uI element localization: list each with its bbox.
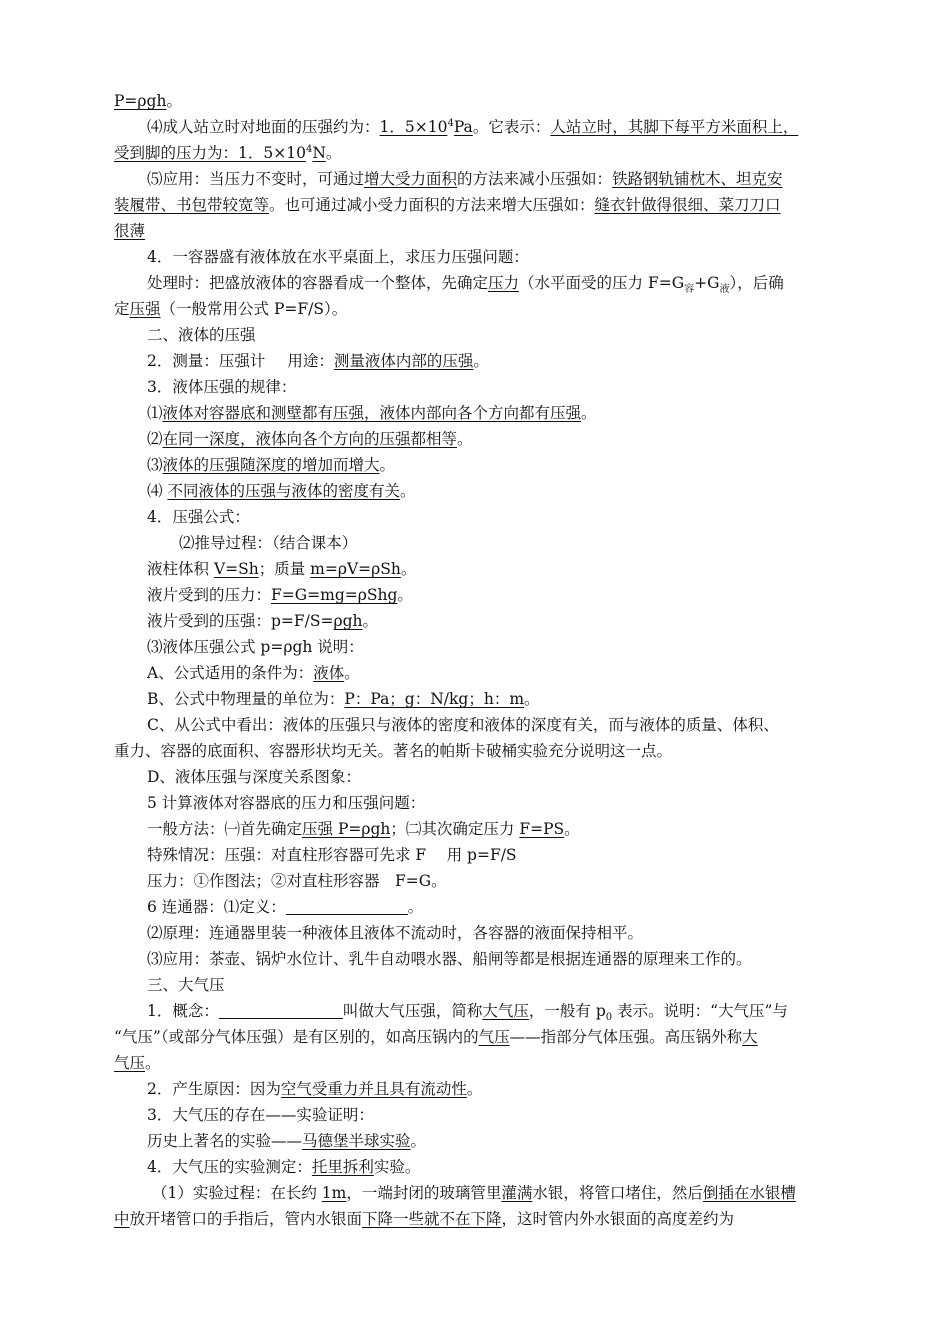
fill-in-blank	[286, 897, 408, 915]
text-line: 2．测量：压强计 用途：测量液体内部的压强。	[147, 352, 489, 370]
text-line: B、公式中物理量的单位为：P：Pa；g：N/kg；h：m。	[147, 690, 540, 708]
text-line: 定压强（一般常用公式 P=F/S）。	[114, 300, 348, 318]
text-line: C、从公式中看出：液体的压强只与液体的密度和液体的深度有关，而与液体的质量、体积、	[147, 716, 779, 734]
text-line: 中放开堵管口的手指后，管内水银面下降一些就不在下降，这时管内外水银面的高度差约为	[114, 1210, 735, 1228]
text-line: 1．概念： 叫做大气压强，简称大气压，一般有 $p_0$ 表示。说明：“大气压”与	[147, 1002, 788, 1024]
section-heading: 二、液体的压强	[147, 326, 256, 344]
text-line: ⑴液体对容器底和测壁都有压强，液体内部向各个方向都有压强。	[147, 404, 597, 422]
text-line: D、液体压强与深度关系图象：	[147, 768, 361, 786]
text-line: 一般方法：㈠首先确定压强 P=ρgh；㈡其次确定压力 F=PS。	[147, 820, 580, 838]
text-line: 气压。	[114, 1054, 161, 1072]
section-heading: 三、大气压	[147, 976, 225, 994]
text-line: 5 计算液体对容器底的压力和压强问题：	[147, 794, 426, 812]
text-line: ⑵在同一深度，液体向各个方向的压强都相等。	[147, 430, 473, 448]
text-line: （1）实验过程：在长约 1m，一端封闭的玻璃管里灌满水银，将管口堵住，然后倒插在水银槽	[152, 1184, 796, 1202]
text-line: 液片受到的压强：p=F/S=ρgh。	[147, 612, 379, 630]
text-line: ⑸应用：当压力不变时，可通过增大受力面积的方法来减小压强如：铁路钢轨铺枕木、坦克安	[147, 170, 783, 188]
text-line: ⑶液体压强公式 p=ρgh 说明：	[147, 638, 364, 656]
text-line: A、公式适用的条件为：液体。	[147, 664, 360, 682]
fill-in-blank	[219, 1001, 343, 1019]
text-line: 3．液体压强的规律：	[147, 378, 297, 396]
text-line: 处理时：把盛放液体的容器看成一个整体，先确定压力（水平面受的压力 $F=G_容+G_液$），后确	[147, 274, 784, 296]
text-line: 液片受到的压力：F=G=mg=ρShg。	[147, 586, 413, 604]
text-line: 特殊情况：压强：对直柱形容器可先求 F 用 p=F/S	[147, 846, 517, 864]
text-line: P=ρgh。	[114, 92, 182, 110]
text-line: “气压”（或部分气体压强）是有区别的，如高压锅内的气压——指部分气体压强。高压锅外称大	[114, 1028, 758, 1046]
document-page	[114, 88, 840, 1232]
text-line: 很薄	[114, 222, 146, 240]
text-line: ⑷成人站立时对地面的压强约为：1．$5\times 10^4Pa$。它表示：人站立时，其脚下每平方米面积上，	[147, 117, 799, 136]
text-line: 3．大气压的存在——实验证明：	[147, 1106, 374, 1124]
text-line: 历史上著名的实验——马德堡半球实验。	[147, 1132, 427, 1150]
text-line: ⑵推导过程：（结合课本）	[179, 534, 358, 552]
text-line: ⑶应用：茶壶、锅炉水位计、乳牛自动喂水器、船闸等都是根据连通器的原理来工作的。	[147, 950, 752, 968]
text-line: 4．压强公式：	[147, 508, 250, 526]
text-line: 受到脚的压力为：1．$5\times 10^4N$。	[114, 143, 342, 162]
text-line: 6 连通器：⑴定义： 。	[147, 898, 424, 916]
text-line: 压力：①作图法；②对直柱形容器 F=G。	[147, 872, 447, 890]
text-line: 4．一容器盛有液体放在水平桌面上，求压力压强问题：	[147, 248, 529, 266]
text-line: ⑷ 不同液体的压强与液体的密度有关。	[147, 482, 416, 500]
text-line: 重力、容器的底面积、容器形状均无关。著名的帕斯卡破桶实验充分说明这一点。	[114, 742, 673, 760]
text-line: ⑶液体的压强随深度的增加而增大。	[147, 456, 396, 474]
text-line: ⑵原理：连通器里装一种液体且液体不流动时，各容器的液面保持相平。	[147, 924, 644, 942]
text-line: 装履带、书包带较宽等。也可通过减小受力面积的方法来增大压强如：缝衣针做得很细、菜刀刀口	[114, 196, 781, 214]
text-line: 2．产生原因：因为空气受重力并且具有流动性。	[147, 1080, 483, 1098]
text-line: 4．大气压的实验测定：托里拆利实验。	[147, 1158, 421, 1176]
text-line: 液柱体积 V=Sh；质量 m=ρV=ρSh。	[147, 560, 417, 578]
